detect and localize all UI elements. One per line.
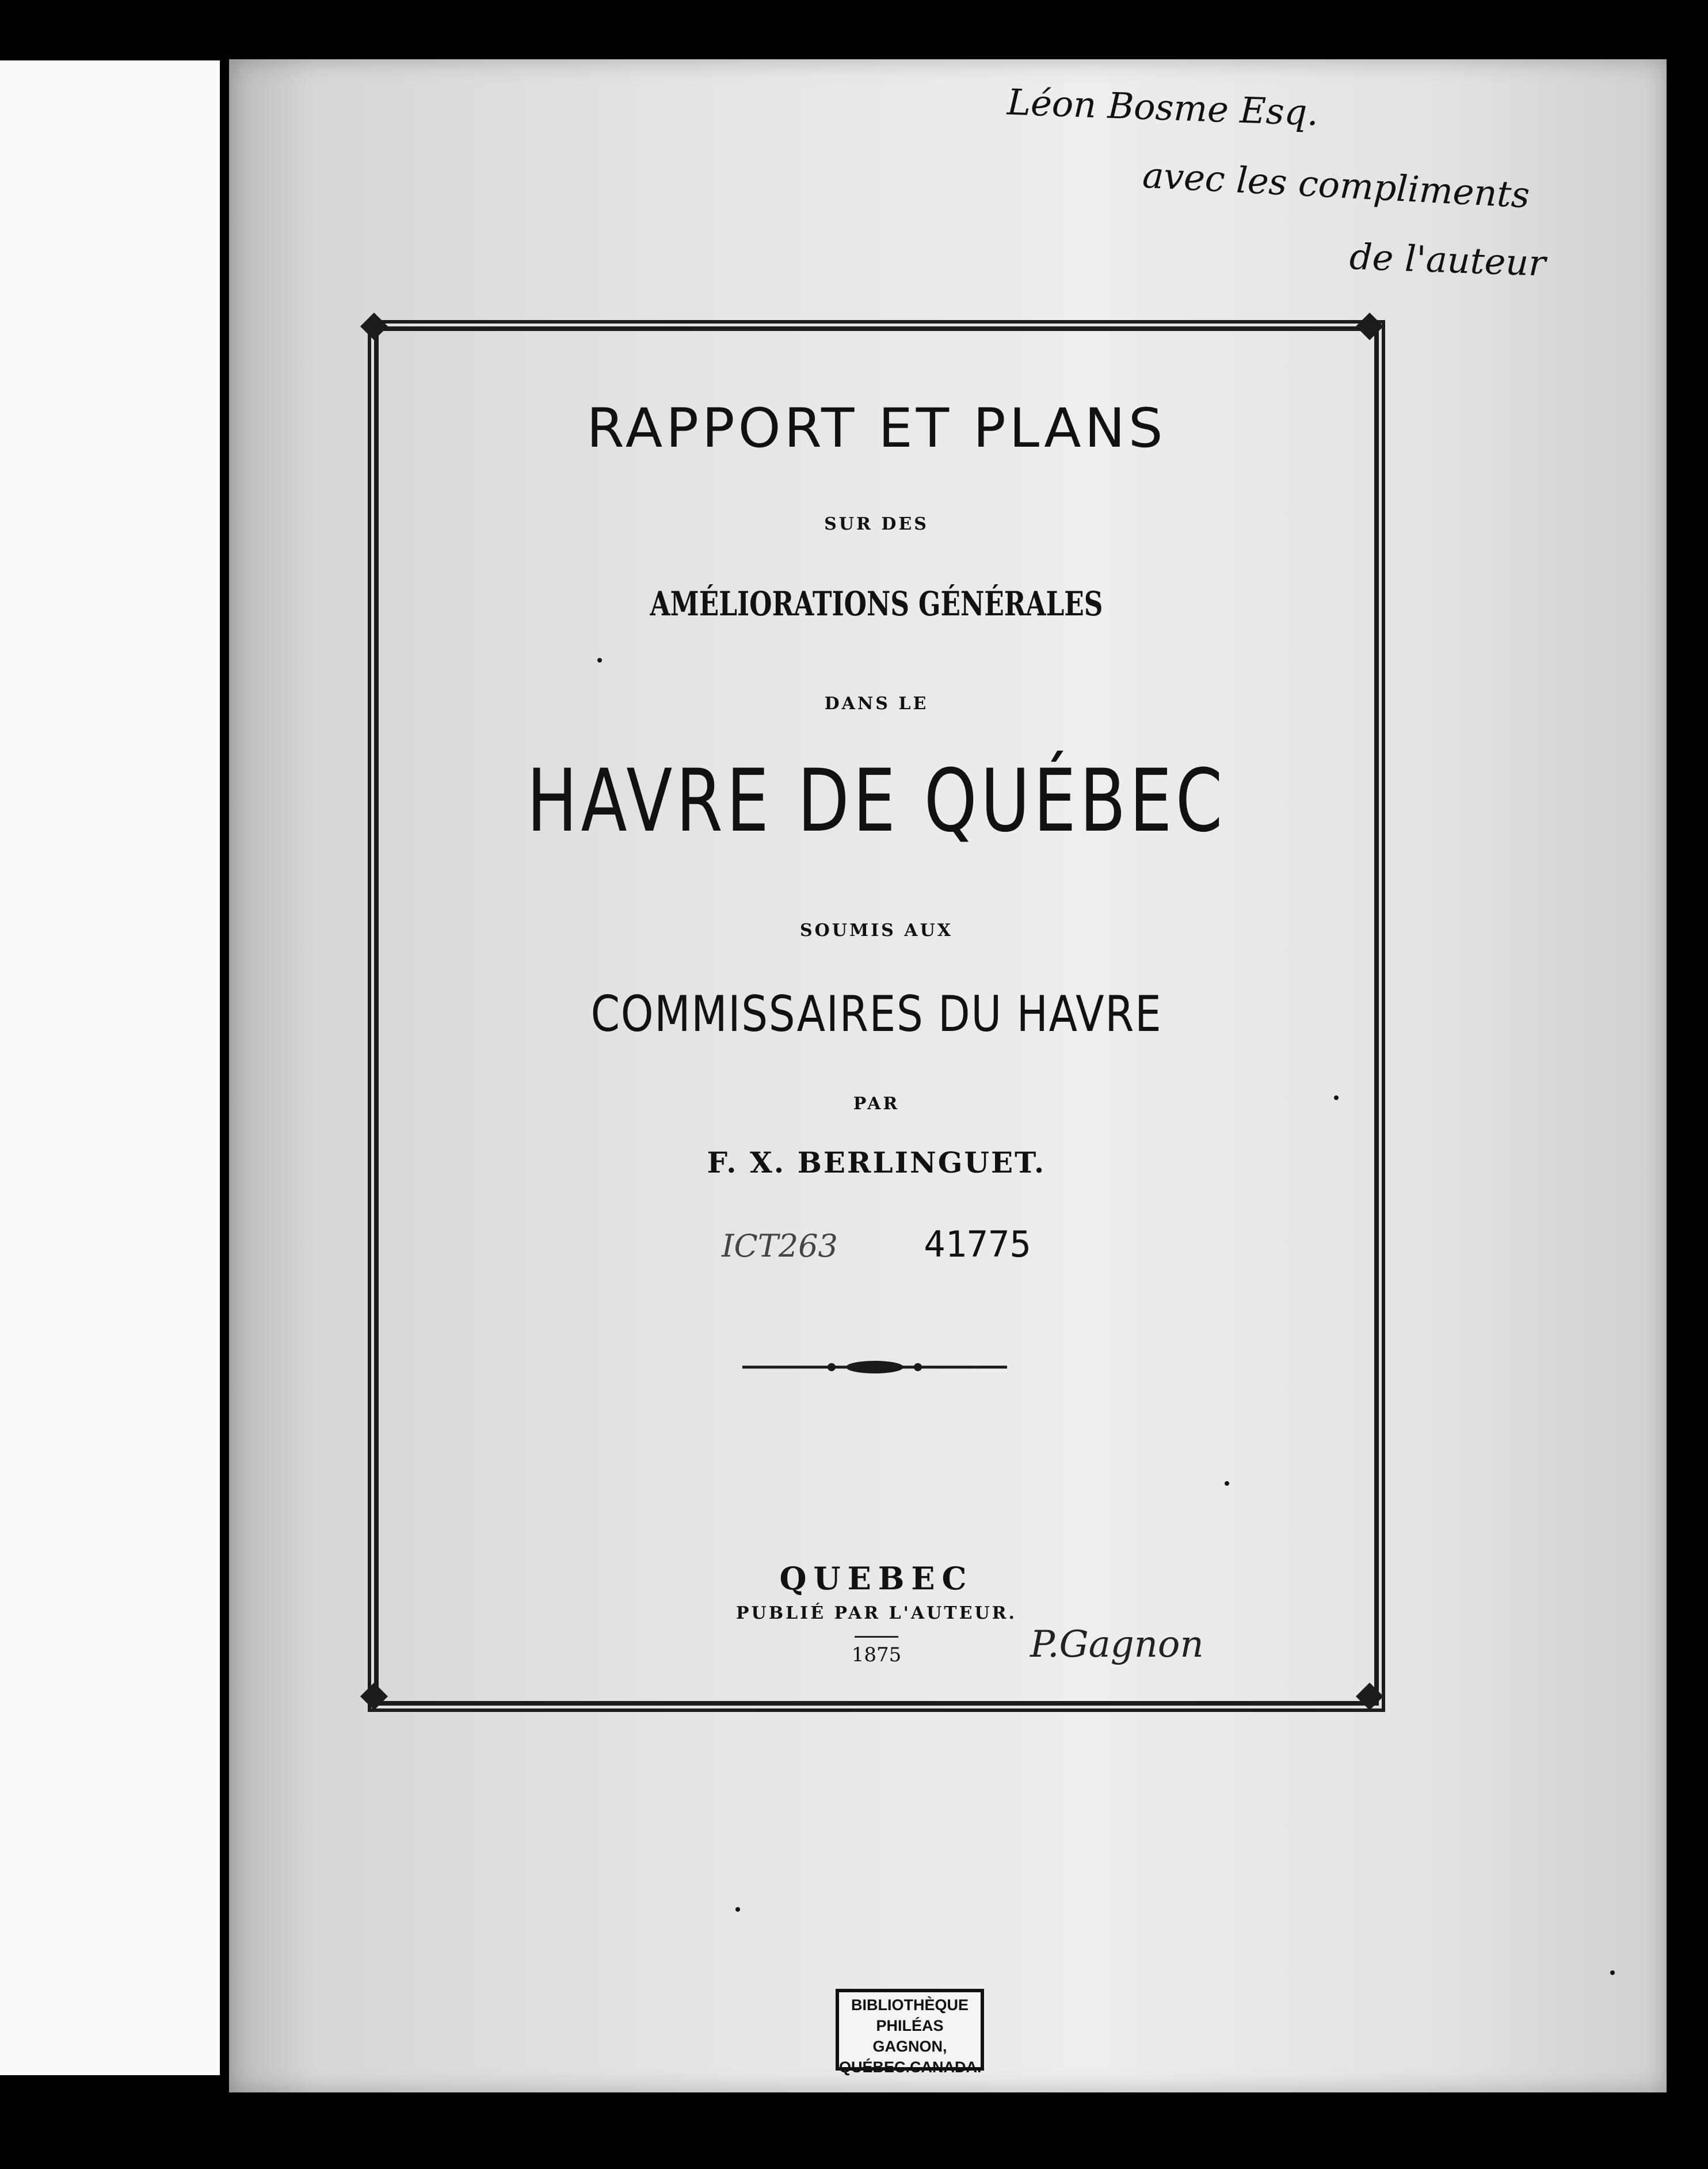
- ornamental-rule: [739, 1356, 1010, 1379]
- author-name: F. X. BERLINGUET.: [707, 1146, 1046, 1179]
- shelfmark: [374, 1223, 1379, 1265]
- title-connector-sur-des: SUR DES: [824, 514, 929, 534]
- handwritten-signature: P.Gagnon: [1030, 1623, 1204, 1666]
- handwritten-inscription-line3: de l'auteur: [1348, 235, 1547, 284]
- imprint-publisher: PUBLIÉ PAR L'AUTEUR.: [736, 1603, 1017, 1623]
- stamp-line1: BIBLIOTHÈQUE: [851, 1996, 969, 2014]
- title-ameliorations: AMÉLIORATIONS GÉNÉRALES: [650, 584, 1103, 623]
- shelfmark-handwritten: ICT263: [722, 1228, 838, 1264]
- imprint-divider: [855, 1636, 898, 1638]
- title-commissaires: COMMISSAIRES DU HAVRE: [590, 985, 1162, 1043]
- shelfmark-number: 41775: [924, 1223, 1031, 1265]
- title-connector-par: PAR: [853, 1094, 900, 1114]
- title-havre-de-quebec: HAVRE DE QUÉBEC: [527, 751, 1226, 851]
- ink-speck: [1610, 1970, 1615, 1975]
- stamp-line2: PHILÉAS GAGNON,: [872, 2017, 947, 2055]
- imprint-year: 1875: [851, 1643, 902, 1666]
- library-stamp: [836, 1989, 984, 2076]
- title-connector-dans-le: DANS LE: [824, 694, 929, 714]
- handwritten-inscription-line1: Léon Bosme Esq.: [1006, 81, 1320, 134]
- title-connector-soumis-aux: SOUMIS AUX: [799, 920, 954, 941]
- handwritten-inscription-line2: avec les compliments: [1141, 154, 1531, 216]
- title-main: RAPPORT ET PLANS: [586, 397, 1166, 460]
- ink-speck: [735, 1907, 740, 1912]
- facing-page: [0, 60, 220, 2075]
- stamp-line3: QUÉBEC.CANADA.: [839, 2058, 982, 2076]
- imprint-place: QUEBEC: [779, 1560, 974, 1597]
